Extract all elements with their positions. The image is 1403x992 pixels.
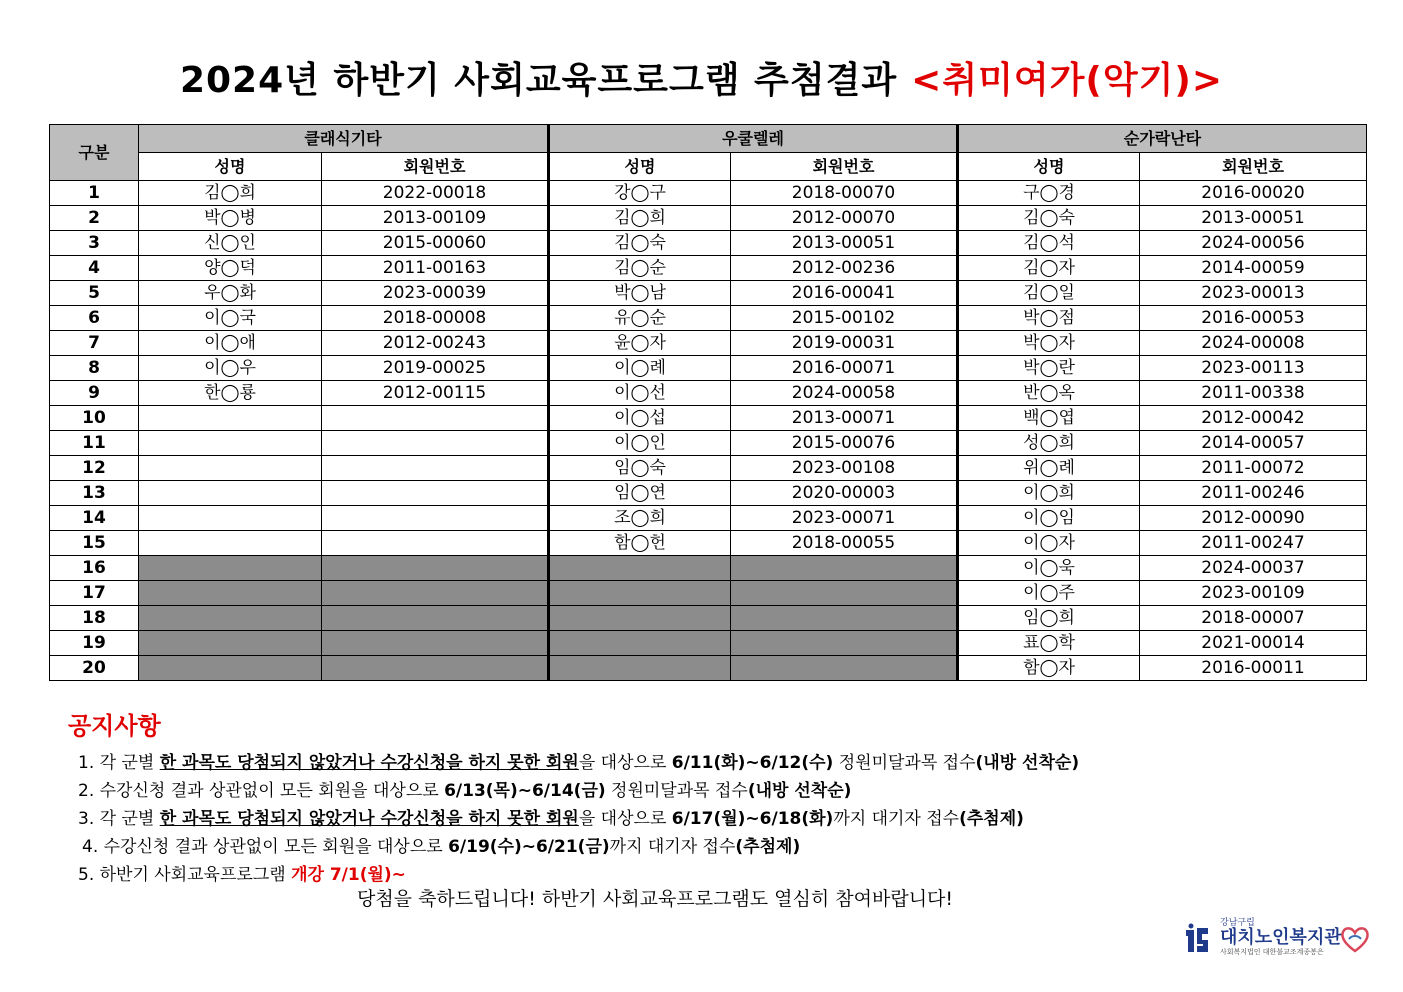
empty-cell (549, 606, 731, 631)
empty-cell (549, 631, 731, 656)
member-name: 이◯인 (549, 431, 731, 456)
member-name: 임◯연 (549, 481, 731, 506)
empty-cell (322, 481, 549, 506)
member-id: 2012-00042 (1140, 406, 1367, 431)
notice-text: 한 과목도 당첨되지 않았거나 수강신청을 하지 못한 회원 (159, 753, 579, 773)
col-id-header: 회원번호 (322, 153, 549, 181)
empty-cell (549, 556, 731, 581)
table-row (50, 356, 1367, 381)
notice-item (68, 833, 1368, 861)
member-id: 2019-00025 (322, 356, 549, 381)
member-name: 강◯구 (549, 181, 731, 206)
member-name: 이◯자 (958, 531, 1140, 556)
member-id: 2024-00037 (1140, 556, 1367, 581)
row-number: 9 (50, 381, 139, 406)
col-id-header: 회원번호 (1140, 153, 1367, 181)
member-name: 이◯욱 (958, 556, 1140, 581)
member-id: 2024-00008 (1140, 331, 1367, 356)
notice-text: 6/11(화)~6/12(수) (671, 753, 834, 773)
section-header: 순가락난타 (958, 125, 1367, 153)
empty-cell (322, 506, 549, 531)
row-number: 7 (50, 331, 139, 356)
row-number: 8 (50, 356, 139, 381)
empty-cell (322, 556, 549, 581)
member-id: 2021-00014 (1140, 631, 1367, 656)
row-number: 3 (50, 231, 139, 256)
table-row (50, 531, 1367, 556)
member-id: 2013-00051 (731, 231, 958, 256)
notice-text: 정원미달과목 접수 (833, 753, 976, 773)
member-name: 박◯남 (549, 281, 731, 306)
table-row (50, 256, 1367, 281)
member-id: 2014-00057 (1140, 431, 1367, 456)
empty-cell (322, 431, 549, 456)
row-number: 13 (50, 481, 139, 506)
member-name: 이◯임 (958, 506, 1140, 531)
member-name: 이◯선 (549, 381, 731, 406)
member-name: 김◯숙 (549, 231, 731, 256)
empty-cell (139, 656, 322, 681)
member-name: 이◯섭 (549, 406, 731, 431)
member-name: 김◯일 (958, 281, 1140, 306)
member-name: 유◯순 (549, 306, 731, 331)
member-name: 이◯애 (139, 331, 322, 356)
member-name: 신◯인 (139, 231, 322, 256)
results-table (49, 124, 1367, 681)
table-subheader-row (50, 153, 1367, 181)
member-id: 2011-00072 (1140, 456, 1367, 481)
notice-text: 까지 대기자 접수 (609, 837, 736, 857)
notice-text: (내방 선착순) (975, 753, 1080, 773)
notice-item (68, 805, 1368, 833)
member-id: 2011-00246 (1140, 481, 1367, 506)
empty-cell (731, 581, 958, 606)
member-id: 2018-00070 (731, 181, 958, 206)
member-name: 양◯덕 (139, 256, 322, 281)
row-number: 2 (50, 206, 139, 231)
notice-text: 4. 수강신청 결과 상관없이 모든 회원을 대상으로 (82, 837, 449, 857)
row-number: 15 (50, 531, 139, 556)
member-name: 임◯숙 (549, 456, 731, 481)
logo-name-text: 대치노인복지관 (1220, 927, 1342, 948)
member-name: 이◯국 (139, 306, 322, 331)
member-id: 2023-00039 (322, 281, 549, 306)
member-id: 2013-00051 (1140, 206, 1367, 231)
member-id: 2013-00109 (322, 206, 549, 231)
row-number: 12 (50, 456, 139, 481)
table-row (50, 481, 1367, 506)
member-name: 윤◯자 (549, 331, 731, 356)
logo-mark-icon (1182, 922, 1212, 956)
empty-cell (731, 656, 958, 681)
row-number: 10 (50, 406, 139, 431)
member-id: 2014-00059 (1140, 256, 1367, 281)
table-row (50, 506, 1367, 531)
empty-cell (731, 556, 958, 581)
table-header-row (50, 125, 1367, 153)
col-name-header: 성명 (139, 153, 322, 181)
table-row (50, 631, 1367, 656)
member-name: 반◯옥 (958, 381, 1140, 406)
congrats-message: 당첨을 축하드립니다! 하반기 사회교육프로그램도 열심히 참여바랍니다! (356, 888, 954, 910)
notice-text: (추첨제) (959, 809, 1024, 829)
table-row (50, 381, 1367, 406)
empty-cell (322, 581, 549, 606)
member-id: 2015-00102 (731, 306, 958, 331)
empty-cell (139, 431, 322, 456)
member-name: 박◯란 (958, 356, 1140, 381)
section-header: 우쿨렐레 (549, 125, 958, 153)
member-id: 2011-00163 (322, 256, 549, 281)
heart-icon (1340, 924, 1370, 954)
member-name: 이◯례 (549, 356, 731, 381)
gubun-header: 구분 (50, 125, 139, 181)
member-name: 김◯자 (958, 256, 1140, 281)
notice-text: 1. 각 군별 (78, 753, 160, 773)
title-accent: <취미여가(악기)> (911, 60, 1224, 101)
member-name: 성◯희 (958, 431, 1140, 456)
logo-sub-text: 사회복지법인 대한불교조계종봉은 (1220, 948, 1324, 956)
table-row (50, 206, 1367, 231)
row-number: 16 (50, 556, 139, 581)
member-id: 2020-00003 (731, 481, 958, 506)
notice-text: (내방 선착순) (747, 781, 852, 801)
member-name: 이◯우 (139, 356, 322, 381)
member-id: 2023-00109 (1140, 581, 1367, 606)
notice-list (68, 749, 1368, 889)
notice-text: 정원미달과목 접수 (605, 781, 748, 801)
table-row (50, 456, 1367, 481)
notice-text: 6/17(월)~6/18(화) (671, 809, 834, 829)
member-name: 박◯점 (958, 306, 1140, 331)
notice-item (68, 749, 1368, 777)
member-id: 2011-00338 (1140, 381, 1367, 406)
member-id: 2019-00031 (731, 331, 958, 356)
empty-cell (139, 406, 322, 431)
title-main: 2024년 하반기 사회교육프로그램 추첨결과 (179, 60, 898, 101)
col-id-header: 회원번호 (731, 153, 958, 181)
empty-cell (139, 456, 322, 481)
table-row (50, 581, 1367, 606)
member-name: 표◯학 (958, 631, 1140, 656)
row-number: 1 (50, 181, 139, 206)
table-row (50, 181, 1367, 206)
member-id: 2012-00090 (1140, 506, 1367, 531)
member-id: 2023-00108 (731, 456, 958, 481)
logo-text (1220, 918, 1342, 957)
member-name: 구◯경 (958, 181, 1140, 206)
row-number: 11 (50, 431, 139, 456)
empty-cell (139, 481, 322, 506)
member-name: 김◯순 (549, 256, 731, 281)
empty-cell (549, 581, 731, 606)
results-table-wrapper (49, 124, 1367, 681)
member-id: 2016-00020 (1140, 181, 1367, 206)
notice-text: 2. 수강신청 결과 상관없이 모든 회원을 대상으로 (78, 781, 445, 801)
member-id: 2012-00070 (731, 206, 958, 231)
table-row (50, 306, 1367, 331)
member-id: 2016-00053 (1140, 306, 1367, 331)
member-id: 2016-00011 (1140, 656, 1367, 681)
notice-text: 을 대상으로 (578, 809, 672, 829)
empty-cell (322, 531, 549, 556)
logo-small-text: 강남구립 (1220, 918, 1255, 928)
row-number: 6 (50, 306, 139, 331)
member-id: 2012-00243 (322, 331, 549, 356)
row-number: 20 (50, 656, 139, 681)
notice-text: 3. 각 군별 (78, 809, 160, 829)
empty-cell (322, 656, 549, 681)
daechi-senior-welfare-logo (1182, 918, 1372, 962)
empty-cell (322, 606, 549, 631)
table-row (50, 281, 1367, 306)
row-number: 19 (50, 631, 139, 656)
empty-cell (139, 631, 322, 656)
notice-text: 까지 대기자 접수 (833, 809, 960, 829)
empty-cell (322, 456, 549, 481)
member-name: 우◯화 (139, 281, 322, 306)
notice-text: 6/13(목)~6/14(금) (444, 781, 606, 801)
notice-section (68, 706, 1368, 889)
member-id: 2013-00071 (731, 406, 958, 431)
row-number: 18 (50, 606, 139, 631)
table-row (50, 406, 1367, 431)
row-number: 17 (50, 581, 139, 606)
notice-text: (추첨제) (735, 837, 801, 857)
empty-cell (139, 506, 322, 531)
row-number: 5 (50, 281, 139, 306)
member-name: 임◯희 (958, 606, 1140, 631)
table-row (50, 431, 1367, 456)
table-row (50, 606, 1367, 631)
empty-cell (139, 556, 322, 581)
empty-cell (139, 581, 322, 606)
row-number: 14 (50, 506, 139, 531)
member-id: 2023-00113 (1140, 356, 1367, 381)
col-name-header: 성명 (549, 153, 731, 181)
notice-text: 6/19(수)~6/21(금) (448, 837, 610, 857)
member-id: 2012-00115 (322, 381, 549, 406)
notice-text: 한 과목도 당첨되지 않았거나 수강신청을 하지 못한 회원 (159, 809, 579, 829)
member-id: 2023-00013 (1140, 281, 1367, 306)
col-name-header: 성명 (958, 153, 1140, 181)
empty-cell (322, 631, 549, 656)
member-id: 2023-00071 (731, 506, 958, 531)
notice-text: 5. 하반기 사회교육프로그램 (78, 865, 292, 885)
member-name: 박◯병 (139, 206, 322, 231)
empty-cell (731, 606, 958, 631)
member-id: 2018-00055 (731, 531, 958, 556)
member-id: 2012-00236 (731, 256, 958, 281)
row-number: 4 (50, 256, 139, 281)
notice-text: 개강 7/1(월)~ (291, 865, 406, 885)
member-id: 2015-00060 (322, 231, 549, 256)
member-id: 2018-00008 (322, 306, 549, 331)
empty-cell (139, 606, 322, 631)
notice-item (68, 777, 1368, 805)
empty-cell (322, 406, 549, 431)
member-name: 이◯희 (958, 481, 1140, 506)
member-id: 2016-00041 (731, 281, 958, 306)
member-name: 김◯석 (958, 231, 1140, 256)
member-name: 한◯룡 (139, 381, 322, 406)
member-name: 백◯엽 (958, 406, 1140, 431)
notice-text: 을 대상으로 (578, 753, 672, 773)
table-row (50, 556, 1367, 581)
page-title (0, 52, 1403, 103)
member-name: 위◯례 (958, 456, 1140, 481)
member-name: 김◯숙 (958, 206, 1140, 231)
member-name: 김◯희 (139, 181, 322, 206)
table-row (50, 656, 1367, 681)
notice-title: 공지사항 (68, 712, 161, 740)
member-name: 이◯주 (958, 581, 1140, 606)
member-name: 김◯희 (549, 206, 731, 231)
empty-cell (139, 531, 322, 556)
member-id: 2024-00058 (731, 381, 958, 406)
member-id: 2022-00018 (322, 181, 549, 206)
member-name: 박◯자 (958, 331, 1140, 356)
table-row (50, 231, 1367, 256)
member-id: 2015-00076 (731, 431, 958, 456)
member-id: 2016-00071 (731, 356, 958, 381)
section-header: 클래식기타 (139, 125, 549, 153)
empty-cell (731, 631, 958, 656)
table-row (50, 331, 1367, 356)
member-name: 함◯자 (958, 656, 1140, 681)
empty-cell (549, 656, 731, 681)
member-name: 조◯희 (549, 506, 731, 531)
member-id: 2018-00007 (1140, 606, 1367, 631)
member-name: 함◯헌 (549, 531, 731, 556)
member-id: 2011-00247 (1140, 531, 1367, 556)
member-id: 2024-00056 (1140, 231, 1367, 256)
